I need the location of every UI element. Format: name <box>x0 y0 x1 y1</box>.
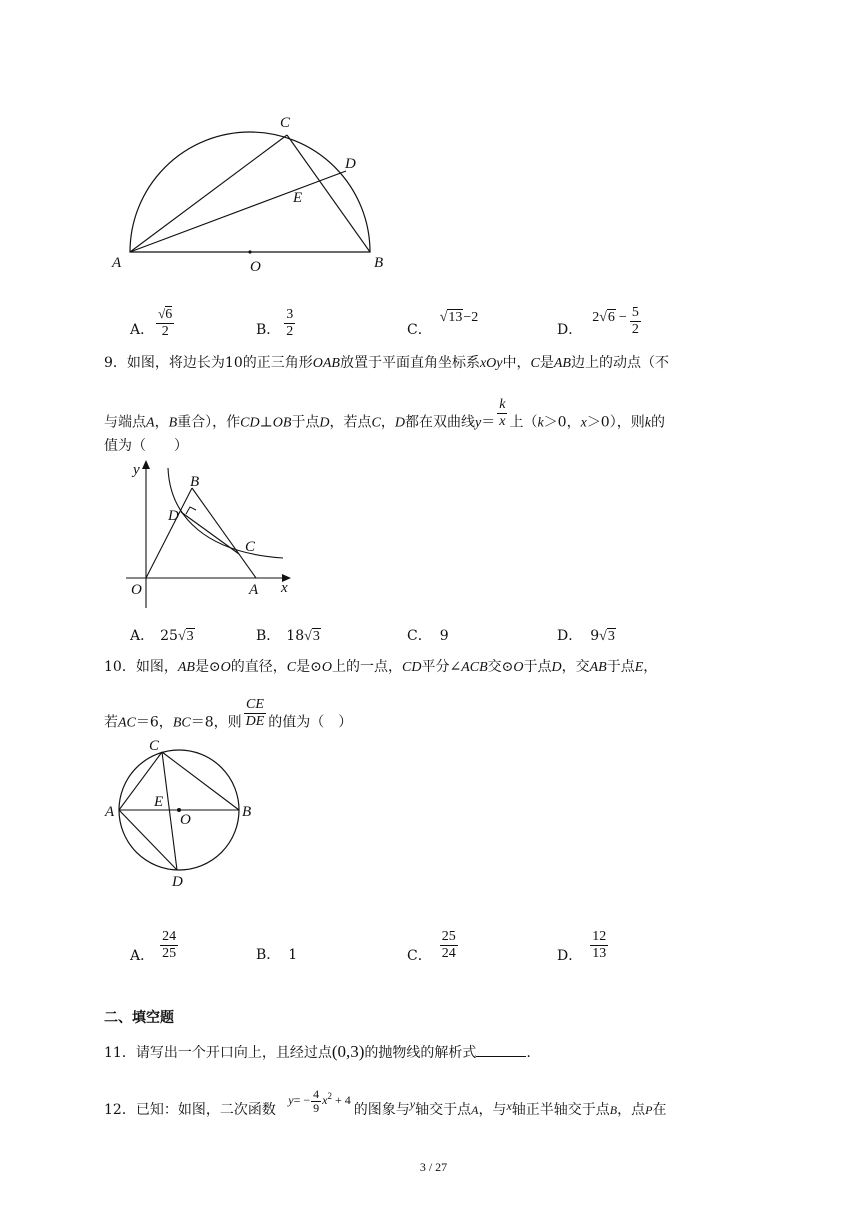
fig9-label-a: A <box>249 582 259 598</box>
fig10-label-o: O <box>180 812 191 828</box>
fig8-label-o: O <box>250 259 261 275</box>
q9-k-over-x: $\frac{k}{x}$ <box>499 397 506 429</box>
q10-option-c: C． $\frac{25}{24}$ <box>407 929 456 964</box>
q12-text: 12．已知：如图，二次函数 y= − $\frac{4}{9}$ $x^2 + 4$ 的图象与y轴交于点A，与x轴正半轴交于点B，点P在 <box>104 1086 667 1118</box>
y-axis-arrow <box>142 460 150 469</box>
q9-line-2: 与端点A，B重合），作CD⊥OB于点D，若点C，D都在双曲线y＝ $\frac{k}{x}$ 上（k＞0，x＞0），则k的 <box>104 397 665 431</box>
q8-option-a <box>130 300 174 340</box>
fig9-label-d: D <box>168 508 179 524</box>
page-number: 3 / 27 <box>419 1160 448 1174</box>
q8-option-d <box>557 300 641 340</box>
fig8-label-a: A <box>112 255 122 271</box>
q10-option-a: A． $\frac{24}{25}$ <box>130 929 177 964</box>
q8-option-d-fraction: $\frac{5}{2}$ <box>631 305 639 337</box>
q11-text: 11．请写出一个开口向上，且经过点(0,3)的抛物线的解析式 . <box>104 1042 531 1061</box>
fig9-label-y: y <box>133 462 140 478</box>
q10-option-d: D． $\frac{12}{13}$ <box>557 929 607 964</box>
q8-option-c-letter: C． <box>407 322 432 338</box>
q9-option-c: C． 9 <box>407 628 449 644</box>
q8-option-b <box>256 300 295 340</box>
q8-option-b-fraction: $\frac{3}{2}$ <box>286 307 294 339</box>
fig10-label-b: B <box>242 804 252 820</box>
q8-option-d-letter: D． <box>557 322 583 338</box>
q9-option-a: A． 25√3 <box>130 628 194 644</box>
q10-line-2: 若AC＝6，BC＝8，则 $\frac{CE}{DE}$ 的值为（ ） <box>104 697 353 731</box>
figure-semicircle <box>100 105 410 280</box>
figure-circle <box>100 733 265 893</box>
line-ad <box>130 171 346 252</box>
fig8-label-c: C <box>280 115 291 131</box>
line-ac <box>130 135 287 252</box>
fig8-label-d: D <box>345 156 356 172</box>
q10-option-b: B． 1 <box>256 947 298 963</box>
fig9-label-x: x <box>281 580 288 596</box>
fig10-label-a: A <box>105 804 115 820</box>
q8-option-d-value: 2√6 − <box>592 310 627 325</box>
q8-option-c-value: √13−2 <box>439 310 479 325</box>
figure-triangle-hyperbola <box>118 458 308 618</box>
fig9-label-c: C <box>245 539 256 555</box>
q8-option-a-letter: A． <box>130 322 155 338</box>
q9-line-3: 值为（ ） <box>104 438 188 454</box>
q9-line-1: 9．如图，将边长为10的正三角形OAB放置于平面直角坐标系xOy中，C是AB边上的动点（不 <box>104 355 669 371</box>
fig8-label-b: B <box>374 255 384 271</box>
q8-option-c <box>407 300 478 340</box>
fig9-label-b: B <box>190 474 200 490</box>
center-dot <box>248 250 251 253</box>
fig10-label-d: D <box>172 874 183 890</box>
q8-option-a-fraction: $\frac{√6}{2}$ <box>158 306 173 339</box>
q10-line-1: 10．如图，AB是⊙O的直径，C是⊙O上的一点，CD平分∠ACB交⊙O于点D，交AB于点E， <box>104 659 658 675</box>
section-heading-fill-in: 二、填空题 <box>104 1010 174 1026</box>
q8-option-b-letter: B． <box>256 322 281 338</box>
semicircle-arc <box>130 132 370 252</box>
q9-option-d: D． 9√3 <box>557 628 615 644</box>
fig10-label-c: C <box>149 738 160 754</box>
fig9-label-o: O <box>131 582 142 598</box>
q10-ce-over-de: $\frac{CE}{DE}$ <box>245 697 265 729</box>
fig10-label-e: E <box>154 794 164 810</box>
q11-answer-blank[interactable] <box>476 1042 526 1057</box>
q9-option-b: B． 18√3 <box>256 628 320 644</box>
fig8-label-e: E <box>293 190 303 206</box>
